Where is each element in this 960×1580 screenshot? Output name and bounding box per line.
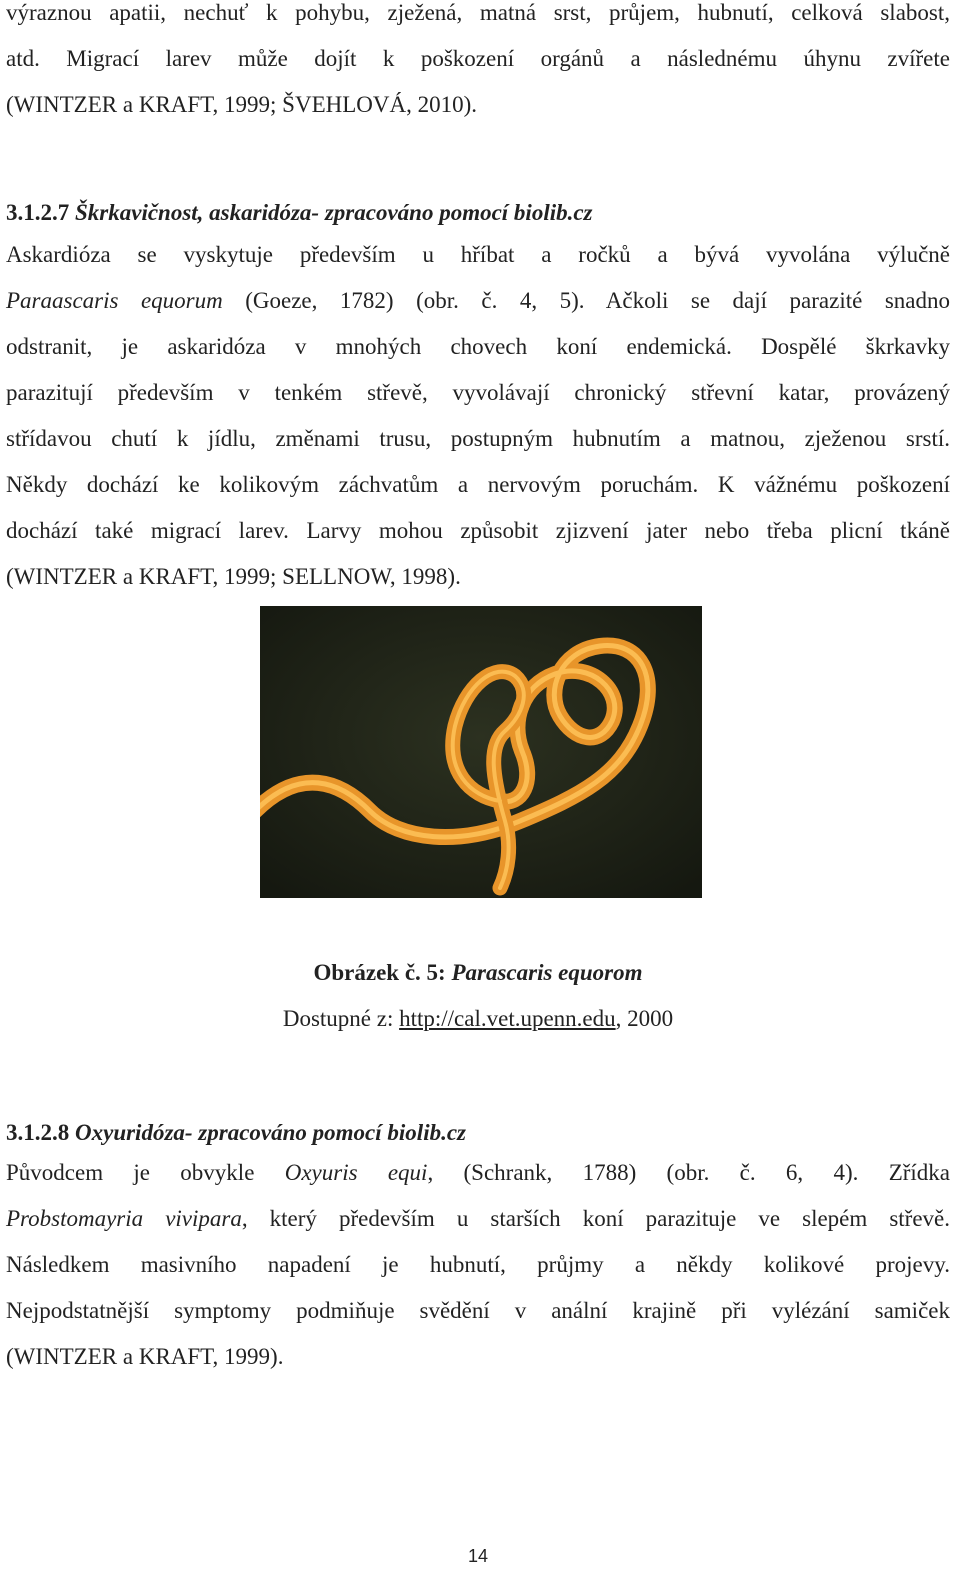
species-name: Probstomayria vivipara (6, 1206, 242, 1231)
text-line: (WINTZER a KRAFT, 1999; ŠVEHLOVÁ, 2010). (6, 92, 478, 117)
worm-illustration (260, 606, 702, 898)
species-name: Oxyuris equi (284, 1160, 428, 1185)
text-line: Askardióza se vyskytuje především u hříbat a ročků a bývá vyvolána výlučně (6, 242, 950, 267)
text-line: Probstomayria vivipara, který především u starších koní parazituje ve slepém střevě. (6, 1206, 951, 1231)
section-heading-askaridoza (6, 200, 593, 226)
text-line: (WINTZER a KRAFT, 1999). (6, 1344, 284, 1369)
section-heading-oxyuridoza (6, 1120, 466, 1146)
document-page (6, 0, 950, 1580)
oxyuridoza-paragraph (6, 1150, 950, 1380)
species-name: Paraascaris equorum (6, 288, 223, 313)
figure-caption (6, 960, 950, 986)
text-line: (WINTZER a KRAFT, 1999; SELLNOW, 1998). (6, 564, 461, 589)
text-line: Původcem je obvykle Oxyuris equi, (Schrank, 1788) (obr. č. 6, 4). Zřídka (6, 1160, 951, 1185)
figure-species: Parascaris equorom (451, 960, 643, 985)
section-number: 3.1.2.8 (6, 1120, 70, 1145)
text-line: odstranit, je askaridóza v mnohých chovech koní endemická. Dospělé škrkavky (6, 334, 950, 359)
text-line: dochází také migrací larev. Larvy mohou způsobit zjizvení jater nebo třeba plicní tkáně (6, 518, 950, 543)
parascaris-photo (260, 606, 702, 898)
askaridoza-paragraph (6, 232, 950, 600)
text-line: Paraascaris equorum (Goeze, 1782) (obr. č. 4, 5). Ačkoli se dají parazité snadno (6, 288, 950, 313)
section-number: 3.1.2.7 (6, 200, 70, 225)
text-line: Následkem masivního napadení je hubnutí, průjmy a někdy kolikové projevy. (6, 1252, 950, 1277)
source-link[interactable]: http://cal.vet.upenn.edu (399, 1006, 616, 1031)
text-line: parazitují především v tenkém střevě, vyvolávají chronický střevní katar, provázený (6, 380, 950, 405)
section-title: Oxyuridóza- zpracováno pomocí biolib.cz (75, 1120, 466, 1145)
intro-paragraph (6, 0, 950, 128)
text-line: střídavou chutí k jídlu, změnami trusu, postupným hubnutím a matnou, zježenou srstí. (6, 426, 950, 451)
text-line: Nejpodstatnější symptomy podmiňuje svědění v anální krajině při vylézání samiček (6, 1298, 950, 1323)
text-line: výraznou apatii, nechuť k pohybu, zježená, matná srst, průjem, hubnutí, celková slabost, (6, 0, 950, 25)
text-line: Někdy dochází ke kolikovým záchvatům a nervovým poruchám. K vážnému poškození (6, 472, 950, 497)
figure-label: Obrázek č. 5: (313, 960, 446, 985)
text-line: atd. Migrací larev může dojít k poškození orgánů a následnému úhynu zvířete (6, 46, 950, 71)
section-title: Škrkavičnost, askaridóza- zpracováno pomocí biolib.cz (75, 200, 593, 225)
page-number: 14 (467, 1546, 489, 1566)
figure-source: Dostupné z: http://cal.vet.upenn.edu, 2000 (282, 1006, 674, 1031)
